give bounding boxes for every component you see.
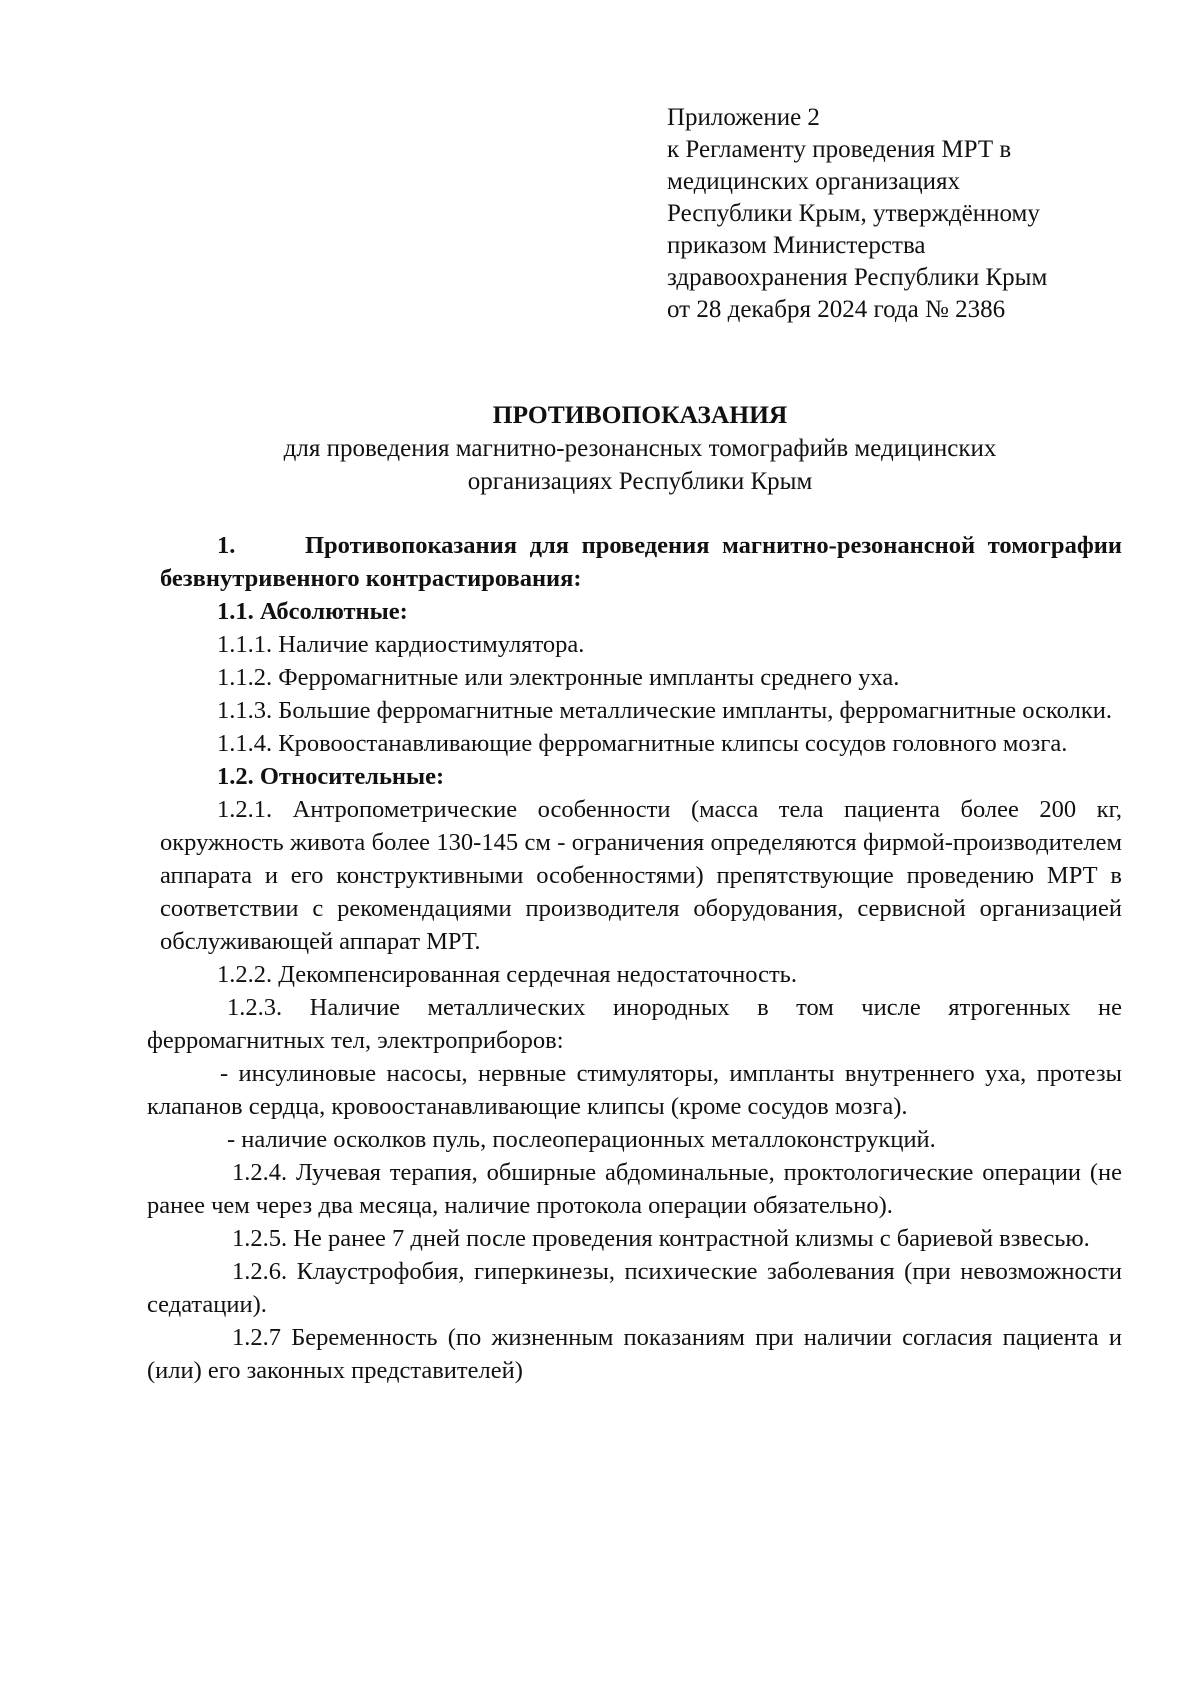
subsection-heading-relative: 1.2. Относительные: [217,763,445,790]
list-item: 1.2.1. Антропометрические особенности (масса тела пациента более 200 кг, окружность живота более 130-145 см - ограничения определяются фирмой-производителем аппарата и его конструктивными особенностями) препятствующие проведению МРТ в соответствии с рекомендациями производителя оборудования, сервисной организацией обслуживающей аппарат МРТ. [160,796,1122,955]
document-title: ПРОТИВОПОКАЗАНИЯ [492,400,788,429]
list-item: 1.1.2. Ферромагнитные или электронные импланты среднего уха. [217,664,900,691]
bullet-item: - наличие осколков пуль, послеоперационных металлоконструкций. [227,1126,936,1153]
subsection-heading-absolute: 1.1. Абсолютные: [217,598,408,625]
list-item: 1.2.3. Наличие металлических инородных в том числе ятрогенных не ферромагнитных тел, электроприборов: [147,994,1122,1054]
section-number: 1. [217,532,236,559]
document-body [147,529,1122,1387]
list-item: 1.2.7 Беременность (по жизненным показаниям при наличии согласия пациента и (или) его законных представителей) [147,1324,1122,1384]
section-heading [160,529,1122,595]
list-item: 1.2.4. Лучевая терапия, обширные абдоминальные, проктологические операции (не ранее чем через два месяца, наличие протокола операции обязательно). [147,1159,1122,1219]
list-item: 1.1.3. Большие ферромагнитные металлические импланты, ферромагнитные осколки. [217,697,1112,724]
list-item: 1.2.2. Декомпенсированная сердечная недостаточность. [217,961,797,988]
document-title-block [155,398,1125,498]
relative-items-continued [147,991,1122,1387]
list-item: 1.2.5. Не ранее 7 дней после проведения контрастной клизмы с бариевой взвесью. [232,1225,1090,1252]
list-item: 1.1.1. Наличие кардиостимулятора. [217,631,585,658]
bullet-item: - инсулиновые насосы, нервные стимуляторы, импланты внутреннего уха, протезы клапанов сердца, кровоостанавливающие клипсы (кроме сосудов мозга). [147,1060,1122,1120]
list-item: 1.1.4. Кровоостанавливающие ферромагнитные клипсы сосудов головного мозга. [217,730,1068,757]
list-item: 1.2.6. Клаустрофобия, гиперкинезы, психические заболевания (при невозможности седатации). [147,1258,1122,1318]
appendix-note: Приложение 2 к Регламенту проведения МРТ в медицинских организациях Республики Крым, утверждённому приказом Министерства здравоохранения Республики Крым от 28 декабря 2024 года № 2386 [667,104,1048,323]
document-subtitle: для проведения магнитно-резонансных томографийв медицинских организациях Республики Крым [283,435,997,495]
section-heading-text: Противопоказания для проведения магнитно-резонансной томографии безвнутривенного контрастирования: [160,532,1122,592]
